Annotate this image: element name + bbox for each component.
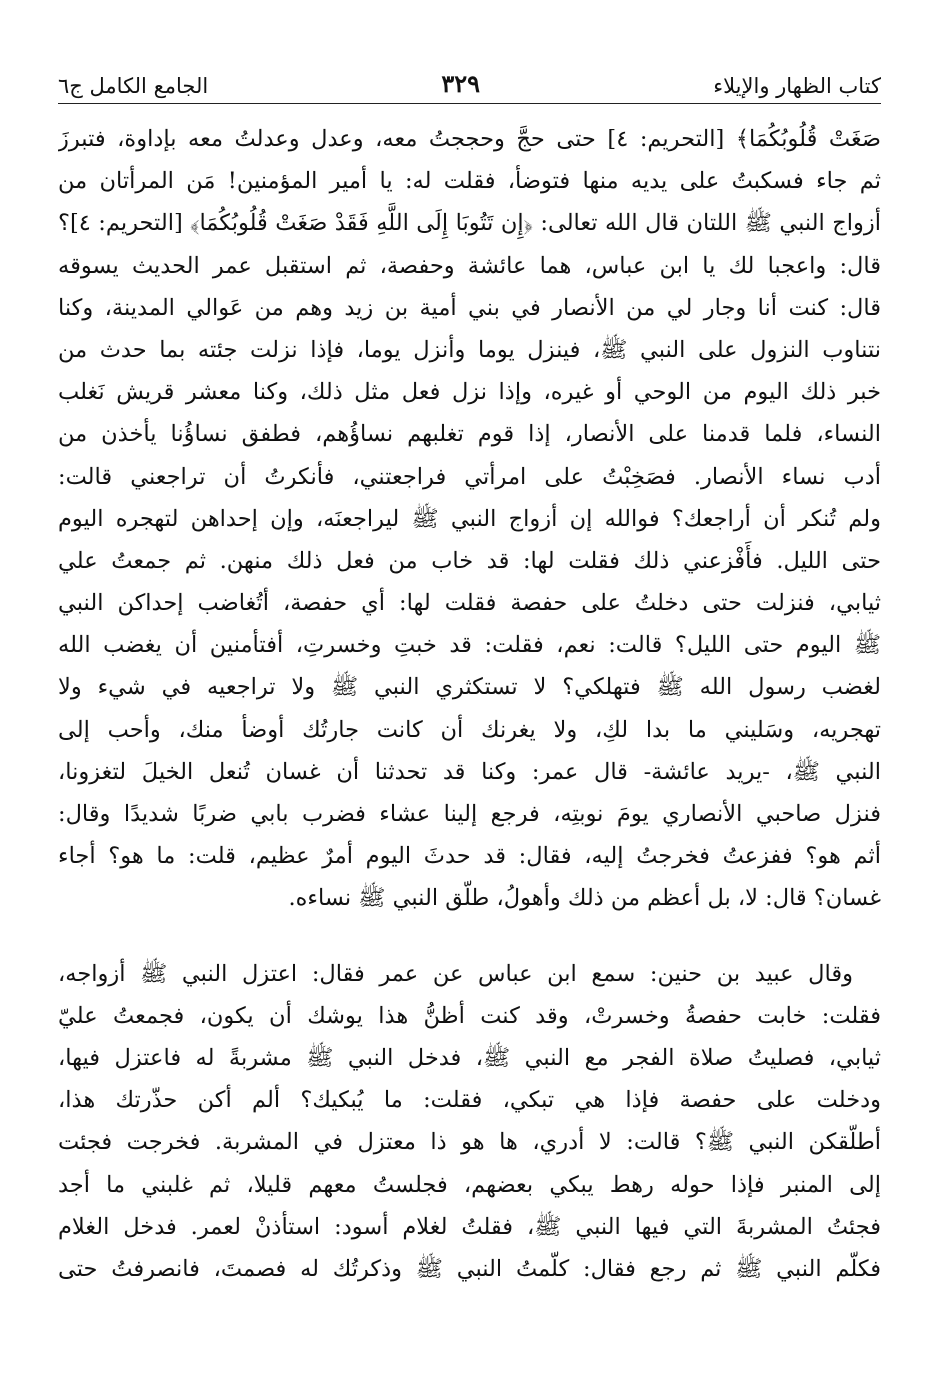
page-header	[58, 58, 881, 98]
text-line: وقال عبيد بن حنين: سمع ابن عباس عن عمر فقال: اعتزل النبي ﷺ أزواجه،	[58, 960, 853, 987]
text-line: أزواج النبي ﷺ اللتان قال الله تعالى: ﴿إِن تَتُوبَا إِلَى اللَّهِ فَقَدْ صَغَتْ قُلُوبُكُمَا﴾ [التحريم: ٤]؟	[58, 210, 881, 237]
text-line: أطلّقكن النبي ﷺ؟ قالت: لا أدري، ها هو ذا معتزل في المشربة. فخرجت فجئت	[58, 1129, 881, 1156]
body-text	[58, 118, 881, 1290]
text-line: أثم هو؟ ففزعتُ فخرجتُ إليه، فقال: قد حدثَ اليوم أمرٌ عظيم، قلت: ما هو؟ أجاء	[58, 843, 881, 870]
text-line: ثيابي، فنزلت حتى دخلتُ على حفصة فقلت لها: أي حفصة، أتُغاضب إحداكن النبي	[58, 590, 881, 617]
text-line: فقلت: خابت حفصةُ وخسرتْ، وقد كنت أظنُّ هذا يوشك أن يكون، فجمعتُ عليّ	[58, 1002, 881, 1029]
text-line: لغضب رسول الله ﷺ فتهلكي؟ لا تستكثري النبي ﷺ ولا تراجعيه في شيء ولا	[58, 674, 881, 701]
text-line: تهجريه، وسَليني ما بدا لكِ، ولا يغرنك أن كانت جارتُك أوضأ منك، وأحب إلى	[58, 716, 881, 743]
text-line: قال: واعجبا لك يا ابن عباس، هما عائشة وحفصة، ثم استقبل عمر الحديث يسوقه	[58, 252, 881, 279]
text-line: ﷺ اليوم حتى الليل؟ قالت: نعم، فقلت: قد خبتِ وخسرتِ، أفتأمنين أن يغضب الله	[58, 632, 881, 659]
paragraph	[58, 953, 881, 1291]
chapter-title: كتاب الظهار والإيلاء	[713, 74, 881, 98]
text-line: ولم تُنكر أن أراجعك؟ فوالله إن أزواج النبي ﷺ ليراجعنَه، وإن إحداهن لتهجره اليوم	[58, 505, 881, 532]
text-line: غسان؟ قال: لا، بل أعظم من ذلك وأهولُ، طلّق النبي ﷺ نساءه.	[288, 885, 881, 912]
text-line: النبي ﷺ، -يريد عائشة- قال عمر: وكنا قد تحدثنا أن غسان تُنعل الخيلَ لتغزونا،	[58, 758, 881, 785]
text-line: إلى المنبر فإذا حوله رهط يبكي بعضهم، فجلستُ معهم قليلا، ثم غلبني ما أجد	[58, 1171, 881, 1198]
text-line: ثم جاء فسكبتُ على يديه منها فتوضأ، فقلت له: يا أمير المؤمنين! مَن المرأتان من	[58, 168, 881, 195]
text-line: فكلّم النبي ﷺ ثم رجع فقال: كلّمتُ النبي ﷺ وذكرتُك له فصمتَ، فانصرفتُ حتى	[58, 1255, 881, 1282]
book-title: الجامع الكامل ج٦	[58, 74, 209, 98]
text-line: النساء، فلما قدمنا على الأنصار، إذا قوم تغلبهم نساؤُهم، فطفق نساؤُنا يأخذن من	[58, 421, 881, 448]
page-number: ٣٢٩	[441, 69, 481, 98]
text-line: خبر ذلك اليوم من الوحي أو غيره، وإذا نزل فعل مثل ذلك، وكنا معشر قريش نَغلب	[58, 379, 881, 406]
text-line: ثيابي، فصليتُ صلاة الفجر مع النبي ﷺ، فدخل النبي ﷺ مشربةً له فاعتزل فيها،	[58, 1044, 881, 1071]
text-line: فجئتُ المشربةَ التي فيها النبي ﷺ، فقلتُ لغلام أسود: استأذنْ لعمر. فدخل الغلام	[58, 1213, 881, 1240]
text-line: أدب نساء الأنصار. فصَخِبْتُ على امرأتي فراجعتني، فأنكرتُ أن تراجعني قالت:	[58, 463, 881, 490]
text-line: نتناوب النزول على النبي ﷺ، فينزل يوما وأنزل يوما، فإذا نزلت جئته بما حدث من	[58, 336, 881, 363]
paragraph-gap	[58, 920, 881, 953]
paragraph	[58, 118, 881, 920]
text-line: صَغَتْ قُلُوبُكُمَا﴾ [التحريم: ٤] حتى حجَّ وحججتُ معه، وعدل وعدلتُ معه بإداوة، فتبرزَ	[58, 126, 881, 152]
text-line: ودخلت على حفصة فإذا هي تبكي، فقلت: ما يُبكيك؟ ألم أكن حذّرتك هذا،	[58, 1087, 881, 1114]
text-line: حتى الليل. فأَفْزعني ذلك فقلت لها: قد خاب من فعل ذلك منهن. ثم جمعتُ علي	[58, 547, 881, 574]
text-line: فنزل صاحبي الأنصاري يومَ نوبتِه، فرجع إلينا عشاء فضرب بابي ضربًا شديدًا وقال:	[58, 801, 881, 827]
header-divider	[58, 103, 881, 104]
text-line: قال: كنت أنا وجار لي من الأنصار في بني أمية بن زيد وهم من عَوالي المدينة، وكنا	[58, 294, 881, 321]
